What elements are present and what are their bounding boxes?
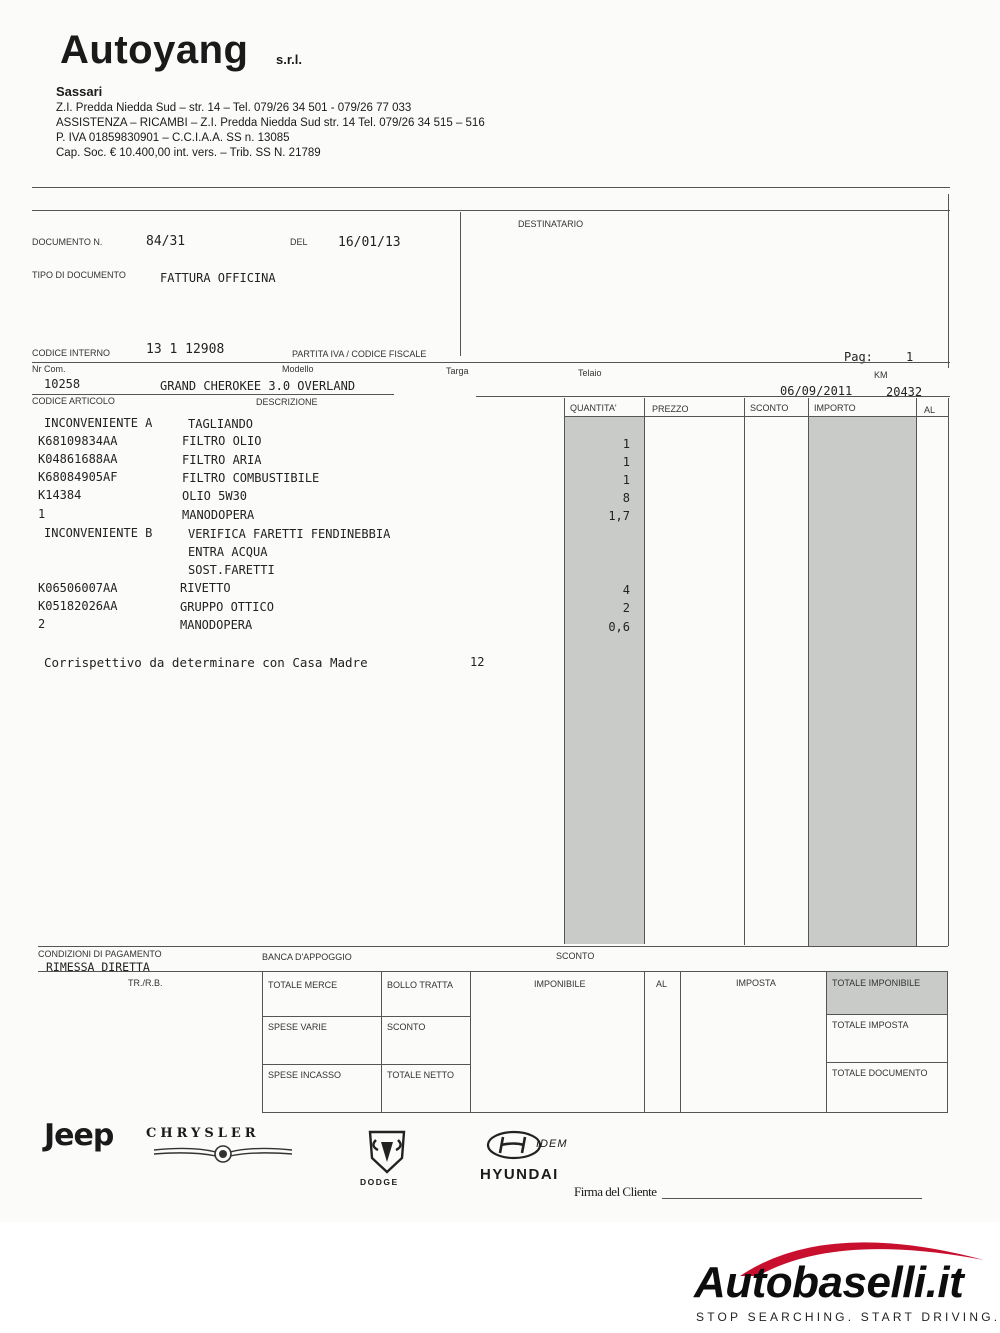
- col-al: AL: [924, 405, 936, 415]
- totals-row-rule-2r: [826, 1062, 948, 1063]
- totale-imposta-label: TOTALE IMPOSTA: [832, 1020, 909, 1030]
- item-qty: 8: [622, 491, 630, 505]
- chrysler-logo: CHRYSLER: [146, 1126, 260, 1141]
- totals-div-1: [381, 971, 382, 1113]
- jeep-logo: Jeep: [44, 1118, 114, 1153]
- company-city: Sassari: [56, 84, 103, 99]
- sconto-label: SCONTO: [556, 951, 595, 961]
- company-line-2: ASSISTENZA – RICAMBI – Z.I. Predda Niedda Sud str. 14 Tel. 079/26 34 515 – 516: [56, 117, 485, 129]
- company-line-1: Z.I. Predda Niedda Sud – str. 14 – Tel. 079/26 34 501 - 079/26 77 033: [56, 102, 412, 114]
- totals-row-rule-1r: [826, 1014, 948, 1015]
- totale-netto-label: TOTALE NETTO: [387, 1070, 455, 1080]
- vehicle-top-rule: [32, 362, 950, 363]
- col-divider-5: [916, 398, 917, 946]
- item-qty: 1,7: [608, 509, 630, 523]
- item-desc: VERIFICA FARETTI FENDINEBBIA: [188, 527, 391, 541]
- item-qty: 2: [622, 601, 630, 615]
- dodge-logo-text: DODGE: [360, 1177, 399, 1187]
- banca-label: BANCA D'APPOGGIO: [262, 952, 352, 962]
- item-desc: SOST.FARETTI: [188, 563, 275, 577]
- imposta-label: IMPOSTA: [736, 978, 776, 988]
- item-code: K06506007AA: [38, 581, 118, 595]
- watermark-tagline: STOP SEARCHING. START DRIVING.: [696, 1310, 1000, 1324]
- item-desc: OLIO 5W30: [182, 489, 248, 503]
- company-suffix: s.r.l.: [276, 52, 303, 67]
- item-code: 1: [38, 507, 46, 521]
- documento-value: 84/31: [146, 234, 186, 249]
- tipo-label: TIPO DI DOCUMENTO: [32, 270, 126, 280]
- item-qty: 1: [622, 473, 630, 487]
- spese-varie-label: SPESE VARIE: [268, 1022, 327, 1032]
- imponibile-label: IMPONIBILE: [534, 979, 586, 989]
- tipo-value: FATTURA OFFICINA: [160, 271, 276, 285]
- del-label: DEL: [290, 237, 308, 247]
- item-desc: FILTRO ARIA: [182, 453, 262, 467]
- totale-imponibile-label: TOTALE IMPONIBILE: [832, 978, 921, 988]
- company-line-3: P. IVA 01859830901 – C.C.I.A.A. SS n. 13085: [56, 132, 290, 144]
- item-desc: FILTRO OLIO: [182, 434, 262, 448]
- sconto2-label: SCONTO: [387, 1022, 426, 1032]
- company-name: Autoyang: [60, 28, 249, 72]
- signature-label: Firma del Cliente: [574, 1184, 657, 1199]
- company-line-4: Cap. Soc. € 10.400,00 int. vers. – Trib. SS N. 21789: [56, 147, 321, 159]
- note-text: Corrispettivo da determinare con Casa Madre: [44, 655, 368, 670]
- col-sconto: SCONTO: [750, 403, 789, 413]
- item-code: INCONVENIENTE B: [44, 526, 153, 540]
- vehicle-date-value: 06/09/2011: [780, 384, 853, 398]
- signature-line: [662, 1198, 922, 1199]
- totals-div-4: [680, 971, 681, 1113]
- item-code: K68084905AF: [38, 470, 118, 484]
- codice-interno-label: CODICE INTERNO: [32, 348, 111, 358]
- documento-label: DOCUMENTO N.: [32, 237, 103, 247]
- item-desc: GRUPPO OTTICO: [180, 600, 274, 614]
- header-top-rule-2: [32, 210, 950, 211]
- col-descrizione: DESCRIZIONE: [256, 397, 318, 407]
- header-right-border: [948, 194, 949, 368]
- telaio-label: Telaio: [578, 368, 602, 378]
- item-desc: MANODOPERA: [182, 508, 255, 522]
- spese-incasso-label: SPESE INCASSO: [268, 1070, 342, 1080]
- totale-merce-label: TOTALE MERCE: [268, 980, 338, 990]
- item-desc: RIVETTO: [180, 581, 231, 595]
- item-code: K68109834AA: [38, 434, 118, 448]
- destinatario-divider: [460, 212, 461, 356]
- totale-documento-label: TOTALE DOCUMENTO: [832, 1068, 928, 1078]
- item-code: K04861688AA: [38, 452, 118, 466]
- col-divider-4: [808, 398, 809, 946]
- al-label: AL: [656, 979, 668, 989]
- trrb-label: TR./R.B.: [128, 978, 163, 988]
- pag-value: 1: [906, 350, 914, 364]
- chrysler-wings-icon: [152, 1142, 294, 1166]
- pag-label: Pag:: [844, 350, 873, 364]
- col-quantita: QUANTITA': [570, 403, 617, 413]
- payment-top-rule: [38, 946, 948, 947]
- totals-div-3: [644, 971, 645, 1113]
- partita-iva-label: PARTITA IVA / CODICE FISCALE: [292, 349, 427, 359]
- watermark-logo: Autobaselli.it: [694, 1258, 964, 1307]
- codice-interno-value: 13 1 12908: [146, 342, 225, 357]
- vehicle-bottom-rule-right: [476, 396, 950, 397]
- item-desc: MANODOPERA: [180, 618, 253, 632]
- del-value: 16/01/13: [338, 235, 401, 250]
- item-desc: ENTRA ACQUA: [188, 545, 268, 559]
- km-value: 20432: [886, 385, 923, 399]
- modello-label: Modello: [282, 364, 314, 374]
- item-desc: TAGLIANDO: [188, 417, 254, 431]
- item-qty: 4: [622, 583, 630, 597]
- idem-logo-text: IDEM: [536, 1138, 568, 1150]
- item-code: K14384: [38, 488, 82, 502]
- item-desc: FILTRO COMBUSTIBILE: [182, 471, 320, 485]
- destinatario-label: DESTINATARIO: [518, 219, 584, 229]
- hyundai-logo-text: HYUNDAI: [480, 1166, 559, 1183]
- col-codice: CODICE ARTICOLO: [32, 396, 115, 406]
- col-divider-1: [564, 398, 565, 944]
- bollo-tratta-label: BOLLO TRATTA: [387, 980, 454, 990]
- col-divider-3: [744, 398, 745, 945]
- dodge-ram-icon: [362, 1128, 412, 1174]
- nr-com-value: 10258: [44, 377, 81, 391]
- nr-com-label: Nr Com.: [32, 364, 66, 374]
- condizioni-value: RIMESSA DIRETTA: [46, 960, 150, 974]
- totals-row-rule-2: [262, 1064, 470, 1065]
- col-importo: IMPORTO: [814, 403, 856, 413]
- modello-value: GRAND CHEROKEE 3.0 OVERLAND: [160, 379, 356, 393]
- col-divider-6: [948, 398, 949, 946]
- targa-label: Targa: [446, 366, 469, 376]
- item-qty: 0,6: [608, 620, 630, 634]
- item-code: INCONVENIENTE A: [44, 416, 153, 430]
- header-top-rule: [32, 187, 950, 188]
- vehicle-bottom-rule: [32, 394, 394, 395]
- km-label: KM: [874, 370, 888, 380]
- hyundai-oval-icon: [486, 1130, 542, 1160]
- columns-header-rule: [564, 416, 948, 417]
- totals-row-rule-1: [262, 1016, 470, 1017]
- note-number: 12: [470, 655, 485, 669]
- item-code: 2: [38, 617, 46, 631]
- item-code: K05182026AA: [38, 599, 118, 613]
- col-divider-2: [644, 398, 645, 944]
- importo-column-shade: [808, 416, 916, 946]
- totals-div-2: [470, 971, 471, 1113]
- col-prezzo: PREZZO: [652, 404, 689, 414]
- item-qty: 1: [622, 455, 630, 469]
- item-qty: 1: [622, 437, 630, 451]
- condizioni-label: CONDIZIONI DI PAGAMENTO: [38, 949, 162, 959]
